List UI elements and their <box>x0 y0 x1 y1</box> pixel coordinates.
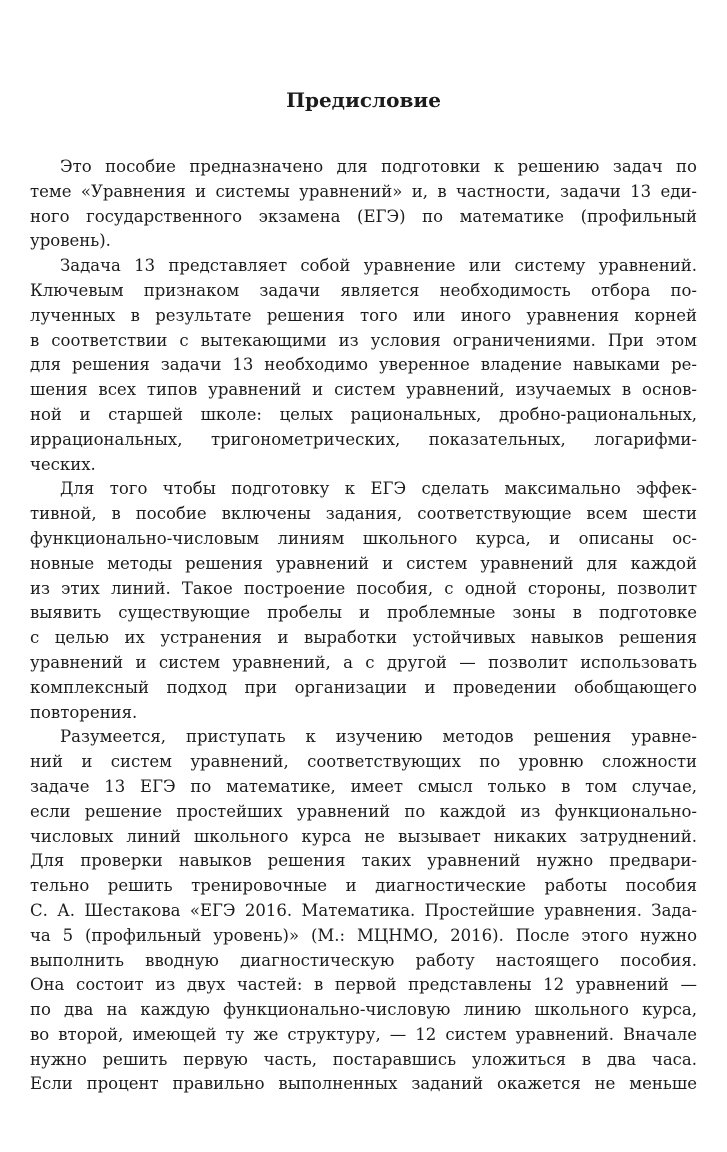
text-line: во второй, имеющей ту же структуру, — 12 систем уравнений. Вначале <box>30 1024 697 1044</box>
text-line: Ключевым признаком задачи является необходимость отбора по- <box>30 280 697 300</box>
text-line: ча 5 (профильный уровень)» (М.: МЦНМО, 2016). После этого нужно <box>30 925 697 945</box>
text-line: нужно решить первую часть, постаравшись уложиться в два часа. <box>30 1049 697 1069</box>
text-line: комплексный подход при организации и проведении обобщающего <box>30 677 697 697</box>
text-line: уравнений и систем уравнений, а с другой — позволит использовать <box>30 652 697 672</box>
text-line: новные методы решения уравнений и систем уравнений для каждой <box>30 553 697 573</box>
text-line: выявить существующие пробелы и проблемные зоны в подготовке <box>30 603 697 623</box>
text-line: Для того чтобы подготовку к ЕГЭ сделать максимально эффек- <box>60 479 697 499</box>
text-line: в соответствии с вытекающими из условия ограничениями. При этом <box>30 330 697 350</box>
text-line: Если процент правильно выполненных заданий окажется не меньше <box>30 1074 697 1094</box>
text-line: числовых линий школьного курса не вызывает никаких затруднений. <box>30 826 697 846</box>
text-line: Для проверки навыков решения таких уравнений нужно предвари- <box>30 851 697 871</box>
paragraph <box>30 254 697 477</box>
text-line: если решение простейших уравнений по каждой из функционально- <box>30 801 697 821</box>
text-line: выполнить вводную диагностическую работу настоящего пособия. <box>30 950 697 970</box>
text-line: ной и старшей школе: целых рациональных, дробно-рациональных, <box>30 404 697 424</box>
paragraph <box>30 477 697 725</box>
text-line: теме «Уравнения и системы уравнений» и, в частности, задачи 13 еди- <box>30 181 697 201</box>
text-line: тельно решить тренировочные и диагностические работы пособия <box>30 876 697 896</box>
text-line: из этих линий. Такое построение пособия, с одной стороны, позволит <box>30 578 697 598</box>
paragraph <box>30 155 697 254</box>
text-line: Разумеется, приступать к изучению методов решения уравне- <box>60 727 697 747</box>
text-line: для решения задачи 13 необходимо уверенное владение навыками ре- <box>30 355 697 375</box>
text-line: задаче 13 ЕГЭ по математике, имеет смысл только в том случае, <box>30 776 697 796</box>
text-line: уровень). <box>30 231 111 251</box>
text-line: тивной, в пособие включены задания, соответствующие всем шести <box>30 504 697 524</box>
body-text <box>30 155 697 1097</box>
text-line: С. А. Шестакова «ЕГЭ 2016. Математика. Простейшие уравнения. Зада- <box>30 900 697 920</box>
text-line: повторения. <box>30 702 138 722</box>
text-line: ний и систем уравнений, соответствующих по уровню сложности <box>30 752 697 772</box>
text-line: лученных в результате решения того или иного уравнения корней <box>30 305 697 325</box>
text-line: по два на каждую функционально-числовую линию школьного курса, <box>30 1000 697 1020</box>
text-line: Это пособие предназначено для подготовки к решению задач по <box>60 157 697 176</box>
text-line: ного государственного экзамена (ЕГЭ) по математике (профильный <box>30 206 697 226</box>
paragraph <box>30 725 697 1097</box>
text-line: ческих. <box>30 454 96 474</box>
text-line: с целью их устранения и выработки устойчивых навыков решения <box>30 628 697 648</box>
text-line: шения всех типов уравнений и систем уравнений, изучаемых в основ- <box>30 380 697 400</box>
text-line: Она состоит из двух частей: в первой представлены 12 уравнений — <box>30 975 697 995</box>
text-line: иррациональных, тригонометрических, показательных, логарифми- <box>30 429 697 449</box>
text-line: функционально-числовым линиям школьного курса, и описаны ос- <box>30 528 697 548</box>
page-title: Предисловие <box>286 88 441 112</box>
text-line: Задача 13 представляет собой уравнение или систему уравнений. <box>60 256 697 276</box>
